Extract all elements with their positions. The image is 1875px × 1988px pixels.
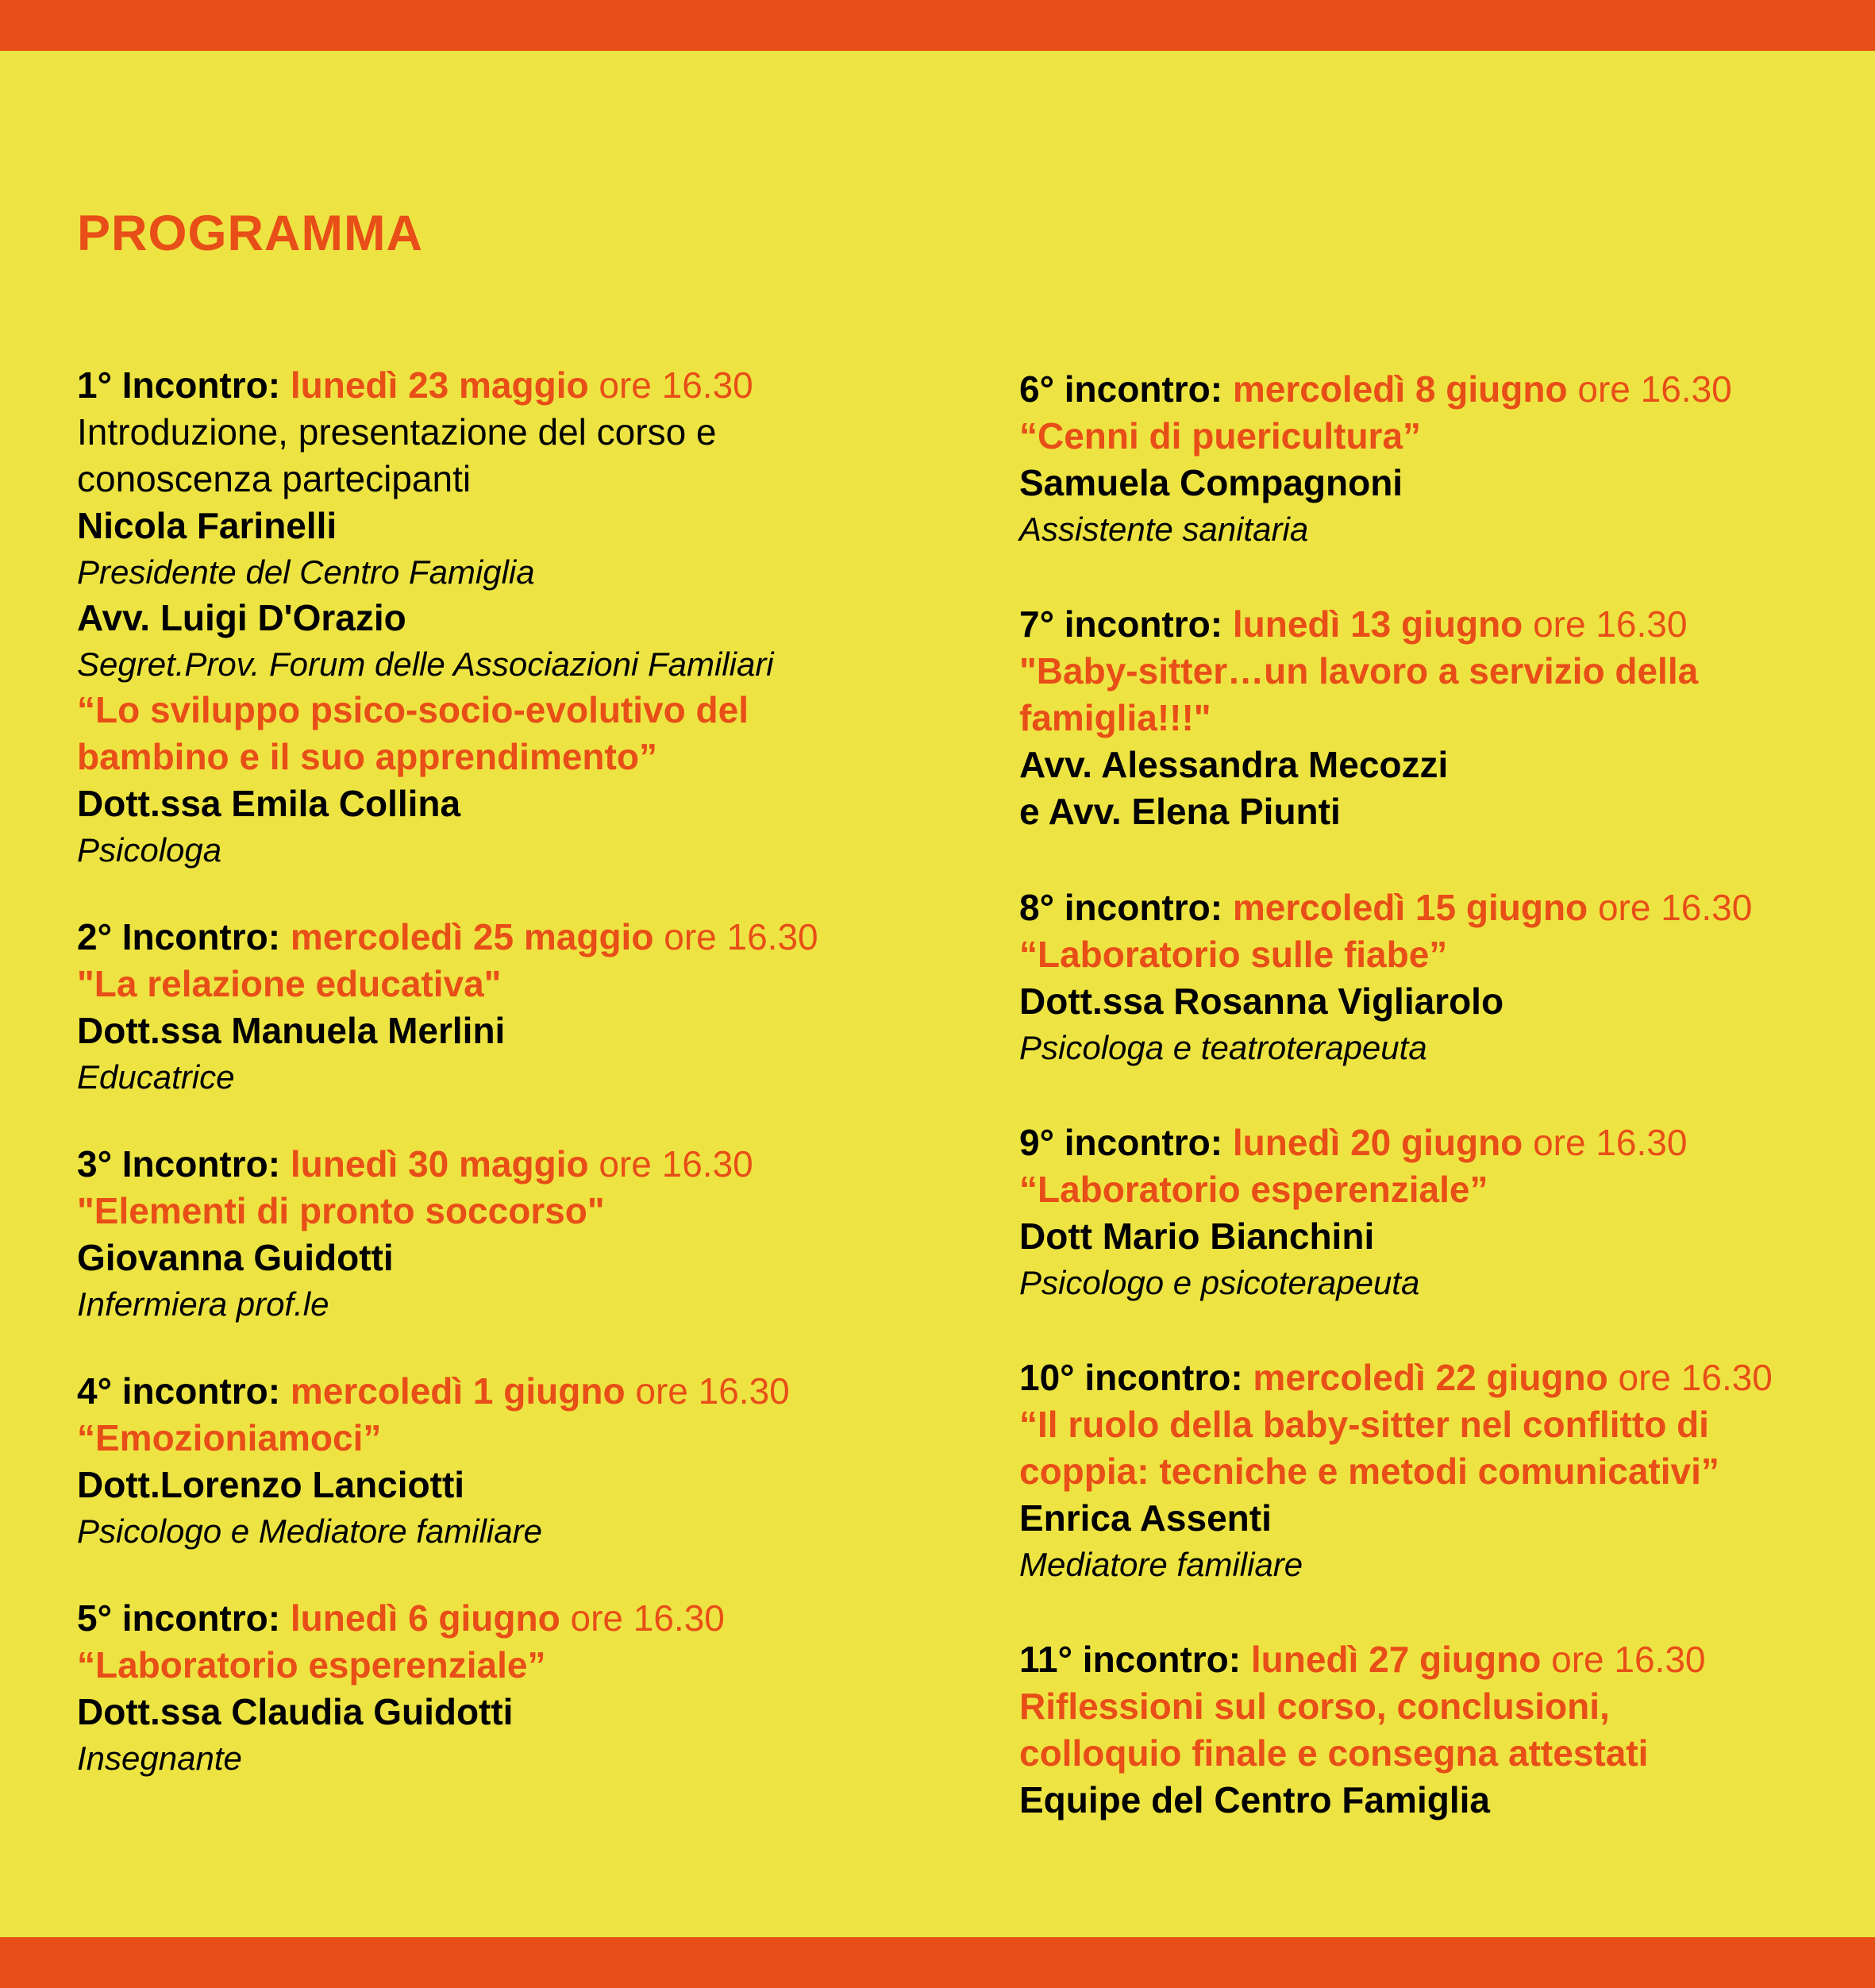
speaker-role: Educatrice — [77, 1058, 235, 1096]
meeting-header — [1019, 884, 1802, 931]
meeting-3 — [77, 1141, 867, 1327]
meeting-9 — [1019, 1119, 1802, 1305]
meeting-header — [1019, 1354, 1802, 1401]
program-column-right — [1019, 366, 1802, 1824]
meeting-time: ore 16.30 — [1533, 1122, 1688, 1163]
speaker-name: Avv. Luigi D'Orazio — [77, 597, 406, 638]
meeting-number: 6° incontro: — [1019, 368, 1223, 410]
meeting-date: mercoledì 15 giugno — [1232, 887, 1588, 928]
meeting-time: ore 16.30 — [635, 1370, 790, 1412]
speaker-role: Infermiera prof.le — [77, 1285, 329, 1323]
meeting-date: lunedì 13 giugno — [1232, 603, 1523, 645]
speaker-role: Psicologa — [77, 831, 222, 869]
meeting-date: mercoledì 1 giugno — [290, 1370, 626, 1412]
meeting-topic: colloquio finale e consegna attestati — [1019, 1732, 1649, 1774]
meeting-8 — [1019, 884, 1802, 1070]
meeting-header — [77, 1595, 867, 1642]
speaker-name: Samuela Compagnoni — [1019, 462, 1403, 503]
meeting-date: lunedì 27 giugno — [1250, 1639, 1542, 1680]
meeting-time: ore 16.30 — [1551, 1639, 1706, 1680]
speaker-role: Psicologa e teatroterapeuta — [1019, 1029, 1427, 1066]
speaker-role: Presidente del Centro Famiglia — [77, 553, 535, 591]
meeting-time: ore 16.30 — [599, 1143, 753, 1185]
speaker-role: Mediatore familiare — [1019, 1546, 1303, 1583]
meeting-date: lunedì 30 maggio — [290, 1143, 589, 1185]
top-band — [0, 0, 1875, 51]
speaker-name: e Avv. Elena Piunti — [1019, 791, 1341, 832]
meeting-time: ore 16.30 — [664, 916, 818, 957]
meeting-date: lunedì 23 maggio — [290, 364, 589, 406]
meeting-topic: "Baby-sitter…un lavoro a servizio della — [1019, 650, 1699, 692]
meeting-number: 8° incontro: — [1019, 887, 1223, 928]
meeting-header — [1019, 1636, 1802, 1683]
speaker-name: Avv. Alessandra Mecozzi — [1019, 744, 1449, 785]
meeting-header — [77, 914, 867, 961]
speaker-role: Segret.Prov. Forum delle Associazioni Familiari — [77, 645, 774, 683]
meeting-2 — [77, 914, 867, 1100]
meeting-1 — [77, 362, 867, 873]
meeting-topic: Riflessioni sul corso, conclusioni, — [1019, 1686, 1610, 1727]
meeting-number: 9° incontro: — [1019, 1122, 1223, 1163]
speaker-name: Equipe del Centro Famiglia — [1019, 1779, 1490, 1820]
meeting-header — [77, 1141, 867, 1188]
speaker-name: Giovanna Guidotti — [77, 1237, 394, 1278]
program-column-left — [77, 362, 867, 1781]
speaker-name: Enrica Assenti — [1019, 1497, 1272, 1539]
meeting-7 — [1019, 601, 1802, 835]
meeting-topic: “Il ruolo della baby-sitter nel conflitto di — [1019, 1404, 1709, 1445]
meeting-header — [1019, 601, 1802, 648]
meeting-topic: "Elementi di pronto soccorso" — [77, 1190, 605, 1231]
meeting-4 — [77, 1368, 867, 1554]
meeting-number: 3° Incontro: — [77, 1143, 281, 1185]
meeting-11 — [1019, 1636, 1802, 1824]
meeting-header — [77, 1368, 867, 1415]
meeting-header — [1019, 1119, 1802, 1166]
meeting-time: ore 16.30 — [599, 364, 753, 406]
meeting-header — [77, 362, 867, 409]
meeting-date: lunedì 20 giugno — [1232, 1122, 1523, 1163]
speaker-role: Psicologo e Mediatore familiare — [77, 1512, 542, 1550]
meeting-6 — [1019, 366, 1802, 552]
meeting-topic: “Laboratorio esperenziale” — [1019, 1169, 1488, 1210]
meeting-time: ore 16.30 — [1597, 887, 1753, 928]
meeting-number: 10° incontro: — [1019, 1357, 1243, 1398]
meeting-topic: "La relazione educativa" — [77, 963, 502, 1004]
meeting-date: lunedì 6 giugno — [290, 1597, 560, 1639]
meeting-number: 4° incontro: — [77, 1370, 281, 1412]
speaker-name: Dott.ssa Claudia Guidotti — [77, 1691, 514, 1732]
speaker-name: Dott Mario Bianchini — [1019, 1216, 1375, 1257]
meeting-date: mercoledì 8 giugno — [1232, 368, 1568, 410]
meeting-topic: coppia: tecniche e metodi comunicativi” — [1019, 1451, 1719, 1492]
meeting-number: 2° Incontro: — [77, 916, 281, 957]
speaker-name: Dott.ssa Emila Collina — [77, 783, 461, 824]
meeting-time: ore 16.30 — [570, 1597, 725, 1639]
meeting-number: 11° incontro: — [1019, 1639, 1242, 1680]
page-title: PROGRAMMA — [77, 206, 423, 261]
meeting-time: ore 16.30 — [1533, 603, 1688, 645]
speaker-role: Assistente sanitaria — [1019, 510, 1309, 548]
meeting-topic: “Laboratorio sulle fiabe” — [1019, 934, 1448, 975]
meeting-number: 5° incontro: — [77, 1597, 281, 1639]
meeting-time: ore 16.30 — [1618, 1357, 1773, 1398]
bottom-band — [0, 1937, 1875, 1988]
speaker-name: Dott.ssa Manuela Merlini — [77, 1010, 506, 1051]
meeting-topic: famiglia!!!" — [1019, 697, 1211, 738]
meeting-number: 7° incontro: — [1019, 603, 1223, 645]
meeting-header — [1019, 366, 1802, 413]
meeting-topic: “Emozioniamoci” — [77, 1417, 382, 1458]
meeting-5 — [77, 1595, 867, 1781]
meeting-description: Introduzione, presentazione del corso e — [77, 411, 717, 453]
speaker-name: Dott.Lorenzo Lanciotti — [77, 1464, 465, 1505]
meeting-date: mercoledì 25 maggio — [290, 916, 654, 957]
speaker-name: Dott.ssa Rosanna Vigliarolo — [1019, 981, 1504, 1022]
meeting-topic: “Cenni di puericultura” — [1019, 415, 1422, 457]
speaker-name: Nicola Farinelli — [77, 505, 337, 546]
speaker-role: Psicologo e psicoterapeuta — [1019, 1264, 1420, 1301]
meeting-10 — [1019, 1354, 1802, 1587]
meeting-time: ore 16.30 — [1577, 368, 1732, 410]
meeting-number: 1° Incontro: — [77, 364, 281, 406]
meeting-topic: “Laboratorio esperenziale” — [77, 1644, 546, 1686]
speaker-role: Insegnante — [77, 1740, 242, 1777]
meeting-topic: bambino e il suo apprendimento” — [77, 736, 657, 777]
meeting-description: conoscenza partecipanti — [77, 458, 472, 499]
meeting-date: mercoledì 22 giugno — [1253, 1357, 1608, 1398]
meeting-topic: “Lo sviluppo psico-socio-evolutivo del — [77, 689, 749, 730]
